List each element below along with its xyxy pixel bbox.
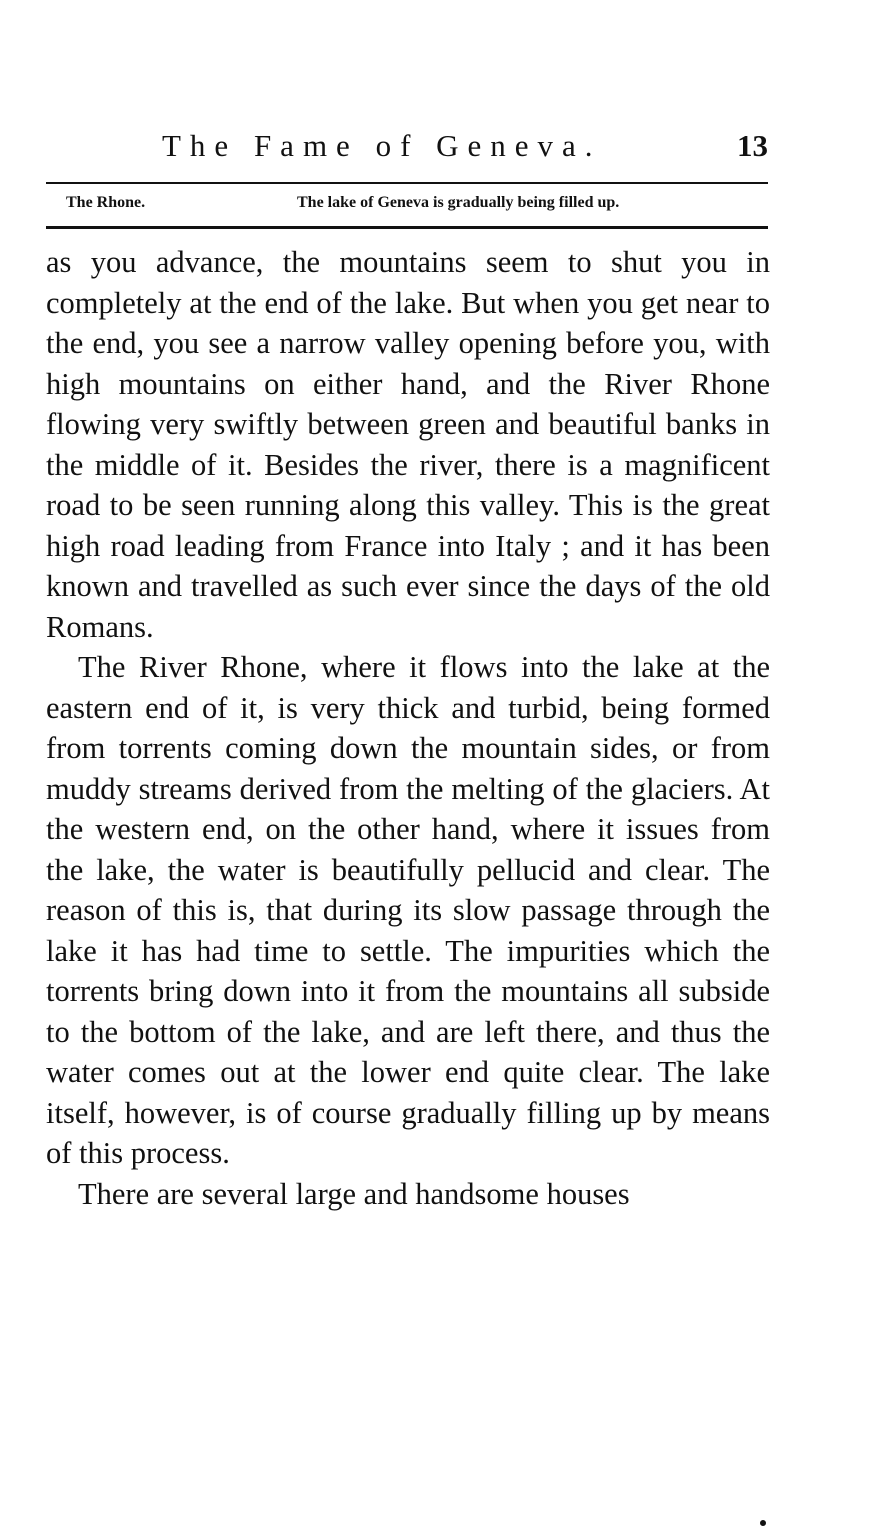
header-rule-top xyxy=(46,182,768,184)
running-title: The Fame of Geneva. xyxy=(162,128,602,163)
running-head xyxy=(162,128,768,168)
print-mark xyxy=(760,1520,766,1526)
body-text xyxy=(46,242,770,1214)
sidenote-right: The lake of Geneva is gradually being filled up. xyxy=(297,194,620,211)
sidenote-left: The Rhone. xyxy=(66,194,146,211)
paragraph-3: There are several large and handsome houses xyxy=(78,1176,630,1211)
page-number: 13 xyxy=(737,128,768,163)
sidenotes xyxy=(66,194,756,218)
paragraph-1: as you advance, the mountains seem to shut you in completely at the end of the lake. But when you get near to the end, you see a narrow valley opening before you, with high mountains on either hand, and the River Rhone flowing very swiftly between green and beautiful banks in the middle of it. Besides the river, there is a magnificent road to be seen running along this valley. This is the great high road leading from France into Italy ; and it has been known and travelled as such ever since the days of the old Romans. xyxy=(46,245,770,644)
header-rule-bottom xyxy=(46,226,768,229)
paragraph-2: The River Rhone, where it flows into the lake at the eastern end of it, is very thick and turbid, being formed from torrents coming down the mountain sides, or from muddy streams derived from the melting of the glaciers. At the western end, on the other hand, where it issues from the lake, the water is beautifully pellucid and clear. The reason of this is, that during its slow passage through the lake it has had time to settle. The impurities which the torrents bring down into it from the mountains all subside to the bottom of the lake, and are left there, and thus the water comes out at the lower end quite clear. The lake itself, however, is of course gradually filling up by means of this process. xyxy=(46,650,770,1170)
